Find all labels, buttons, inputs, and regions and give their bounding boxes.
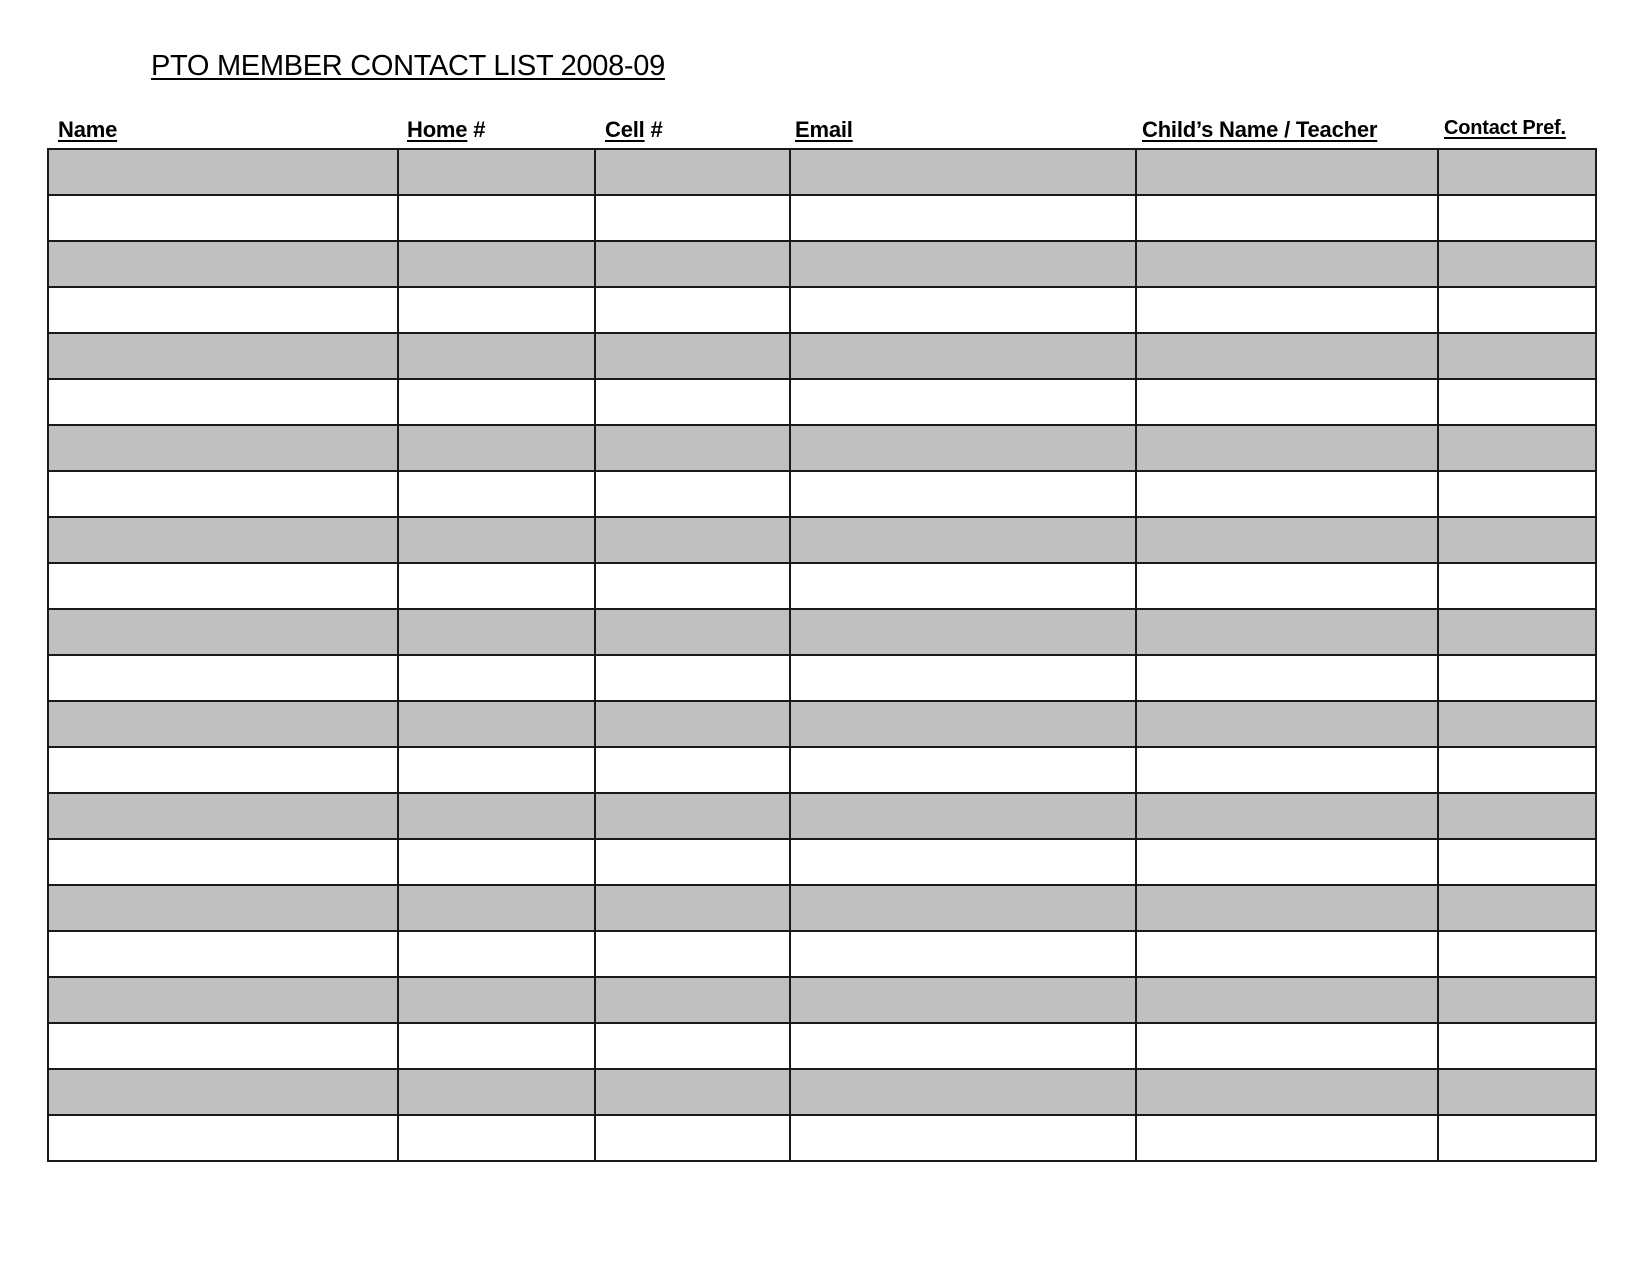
cell-home[interactable] [398, 241, 595, 287]
cell-child-teacher[interactable] [1136, 747, 1438, 793]
cell-child-teacher[interactable] [1136, 977, 1438, 1023]
cell-cell[interactable] [595, 701, 790, 747]
cell-email[interactable] [790, 241, 1136, 287]
cell-contact-pref[interactable] [1438, 333, 1596, 379]
cell-contact-pref[interactable] [1438, 563, 1596, 609]
cell-cell[interactable] [595, 977, 790, 1023]
cell-contact-pref[interactable] [1438, 839, 1596, 885]
cell-email[interactable] [790, 195, 1136, 241]
cell-name[interactable] [48, 793, 398, 839]
cell-email[interactable] [790, 563, 1136, 609]
cell-email[interactable] [790, 747, 1136, 793]
cell-home[interactable] [398, 1115, 595, 1161]
cell-name[interactable] [48, 563, 398, 609]
table-row [48, 885, 1596, 931]
cell-email[interactable] [790, 1023, 1136, 1069]
table-row [48, 1069, 1596, 1115]
cell-name[interactable] [48, 471, 398, 517]
table-row [48, 1023, 1596, 1069]
cell-name[interactable] [48, 517, 398, 563]
cell-home[interactable] [398, 195, 595, 241]
cell-child-teacher[interactable] [1136, 655, 1438, 701]
cell-contact-pref[interactable] [1438, 1023, 1596, 1069]
cell-home[interactable] [398, 793, 595, 839]
cell-contact-pref[interactable] [1438, 241, 1596, 287]
cell-home[interactable] [398, 839, 595, 885]
cell-home[interactable] [398, 931, 595, 977]
cell-contact-pref[interactable] [1438, 379, 1596, 425]
table-row [48, 701, 1596, 747]
contact-table [47, 148, 1597, 1162]
cell-child-teacher[interactable] [1136, 701, 1438, 747]
cell-child-teacher[interactable] [1136, 287, 1438, 333]
table-row [48, 977, 1596, 1023]
cell-home[interactable] [398, 333, 595, 379]
cell-child-teacher[interactable] [1136, 1069, 1438, 1115]
cell-contact-pref[interactable] [1438, 149, 1596, 195]
cell-home[interactable] [398, 287, 595, 333]
column-header-name [58, 117, 117, 143]
table-row [48, 793, 1596, 839]
cell-name[interactable] [48, 747, 398, 793]
cell-child-teacher[interactable] [1136, 241, 1438, 287]
cell-email[interactable] [790, 287, 1136, 333]
cell-email[interactable] [790, 701, 1136, 747]
column-header-home [407, 117, 485, 143]
column-header-home-suffix: # [467, 117, 486, 142]
cell-cell[interactable] [595, 655, 790, 701]
cell-email[interactable] [790, 609, 1136, 655]
table-row [48, 609, 1596, 655]
cell-email[interactable] [790, 885, 1136, 931]
cell-name[interactable] [48, 241, 398, 287]
cell-contact-pref[interactable] [1438, 425, 1596, 471]
cell-name[interactable] [48, 931, 398, 977]
cell-home[interactable] [398, 149, 595, 195]
table-row [48, 149, 1596, 195]
cell-email[interactable] [790, 149, 1136, 195]
cell-contact-pref[interactable] [1438, 931, 1596, 977]
column-header-cell [605, 117, 663, 143]
cell-home[interactable] [398, 425, 595, 471]
cell-child-teacher[interactable] [1136, 195, 1438, 241]
cell-home[interactable] [398, 471, 595, 517]
cell-contact-pref[interactable] [1438, 287, 1596, 333]
cell-contact-pref[interactable] [1438, 609, 1596, 655]
cell-contact-pref[interactable] [1438, 885, 1596, 931]
cell-home[interactable] [398, 701, 595, 747]
column-header-home-label: Home [407, 117, 468, 142]
cell-cell[interactable] [595, 287, 790, 333]
cell-cell[interactable] [595, 517, 790, 563]
cell-child-teacher[interactable] [1136, 425, 1438, 471]
column-header-cell-suffix: # [644, 117, 663, 142]
cell-home[interactable] [398, 563, 595, 609]
cell-contact-pref[interactable] [1438, 471, 1596, 517]
cell-cell[interactable] [595, 425, 790, 471]
cell-cell[interactable] [595, 379, 790, 425]
column-header-cell-label: Cell [605, 117, 645, 142]
cell-name[interactable] [48, 885, 398, 931]
table-row [48, 517, 1596, 563]
cell-name[interactable] [48, 149, 398, 195]
cell-home[interactable] [398, 977, 595, 1023]
cell-contact-pref[interactable] [1438, 1069, 1596, 1115]
column-header-name-label: Name [58, 117, 118, 142]
table-row [48, 655, 1596, 701]
cell-child-teacher[interactable] [1136, 1115, 1438, 1161]
cell-cell[interactable] [595, 609, 790, 655]
cell-name[interactable] [48, 655, 398, 701]
table-row [48, 287, 1596, 333]
cell-child-teacher[interactable] [1136, 379, 1438, 425]
cell-email[interactable] [790, 1115, 1136, 1161]
cell-home[interactable] [398, 379, 595, 425]
cell-email[interactable] [790, 977, 1136, 1023]
cell-cell[interactable] [595, 333, 790, 379]
cell-cell[interactable] [595, 471, 790, 517]
cell-home[interactable] [398, 655, 595, 701]
cell-cell[interactable] [595, 885, 790, 931]
cell-email[interactable] [790, 471, 1136, 517]
cell-email[interactable] [790, 379, 1136, 425]
cell-name[interactable] [48, 379, 398, 425]
cell-name[interactable] [48, 287, 398, 333]
column-header-child-teacher [1142, 117, 1377, 143]
table-row [48, 747, 1596, 793]
cell-child-teacher[interactable] [1136, 471, 1438, 517]
cell-home[interactable] [398, 885, 595, 931]
cell-name[interactable] [48, 701, 398, 747]
column-header-contact-pref [1444, 117, 1566, 140]
cell-cell[interactable] [595, 1115, 790, 1161]
cell-name[interactable] [48, 333, 398, 379]
cell-email[interactable] [790, 839, 1136, 885]
cell-home[interactable] [398, 609, 595, 655]
cell-cell[interactable] [595, 931, 790, 977]
cell-cell[interactable] [595, 563, 790, 609]
page-title: PTO MEMBER CONTACT LIST 2008-09 [151, 50, 665, 82]
cell-contact-pref[interactable] [1438, 977, 1596, 1023]
table-row [48, 471, 1596, 517]
cell-email[interactable] [790, 517, 1136, 563]
cell-email[interactable] [790, 1069, 1136, 1115]
cell-child-teacher[interactable] [1136, 563, 1438, 609]
cell-name[interactable] [48, 195, 398, 241]
cell-child-teacher[interactable] [1136, 149, 1438, 195]
cell-email[interactable] [790, 931, 1136, 977]
cell-home[interactable] [398, 747, 595, 793]
column-header-contact-pref-label: Contact Pref. [1444, 117, 1566, 139]
cell-child-teacher[interactable] [1136, 333, 1438, 379]
column-header-child-teacher-label: Child’s Name / Teacher [1142, 117, 1378, 142]
cell-child-teacher[interactable] [1136, 793, 1438, 839]
table-row [48, 563, 1596, 609]
table-row [48, 241, 1596, 287]
cell-cell[interactable] [595, 149, 790, 195]
cell-name[interactable] [48, 425, 398, 471]
cell-cell[interactable] [595, 241, 790, 287]
cell-name[interactable] [48, 1069, 398, 1115]
cell-child-teacher[interactable] [1136, 885, 1438, 931]
cell-email[interactable] [790, 425, 1136, 471]
cell-email[interactable] [790, 333, 1136, 379]
cell-contact-pref[interactable] [1438, 1115, 1596, 1161]
table-row [48, 379, 1596, 425]
cell-contact-pref[interactable] [1438, 793, 1596, 839]
table-row [48, 195, 1596, 241]
table-row [48, 425, 1596, 471]
cell-cell[interactable] [595, 793, 790, 839]
cell-contact-pref[interactable] [1438, 701, 1596, 747]
cell-name[interactable] [48, 1115, 398, 1161]
column-header-email [795, 117, 853, 143]
table-row [48, 839, 1596, 885]
cell-contact-pref[interactable] [1438, 195, 1596, 241]
cell-cell[interactable] [595, 1023, 790, 1069]
cell-name[interactable] [48, 977, 398, 1023]
cell-child-teacher[interactable] [1136, 839, 1438, 885]
cell-contact-pref[interactable] [1438, 747, 1596, 793]
cell-home[interactable] [398, 1023, 595, 1069]
cell-child-teacher[interactable] [1136, 609, 1438, 655]
table-row [48, 931, 1596, 977]
cell-cell[interactable] [595, 195, 790, 241]
cell-child-teacher[interactable] [1136, 931, 1438, 977]
table-row [48, 1115, 1596, 1161]
cell-contact-pref[interactable] [1438, 655, 1596, 701]
cell-home[interactable] [398, 1069, 595, 1115]
cell-cell[interactable] [595, 839, 790, 885]
cell-child-teacher[interactable] [1136, 517, 1438, 563]
table-row [48, 333, 1596, 379]
cell-child-teacher[interactable] [1136, 1023, 1438, 1069]
cell-email[interactable] [790, 655, 1136, 701]
cell-cell[interactable] [595, 1069, 790, 1115]
cell-name[interactable] [48, 609, 398, 655]
cell-home[interactable] [398, 517, 595, 563]
cell-name[interactable] [48, 839, 398, 885]
cell-contact-pref[interactable] [1438, 517, 1596, 563]
cell-cell[interactable] [595, 747, 790, 793]
column-header-email-label: Email [795, 117, 853, 142]
cell-name[interactable] [48, 1023, 398, 1069]
cell-email[interactable] [790, 793, 1136, 839]
contact-table-body [48, 149, 1596, 1161]
